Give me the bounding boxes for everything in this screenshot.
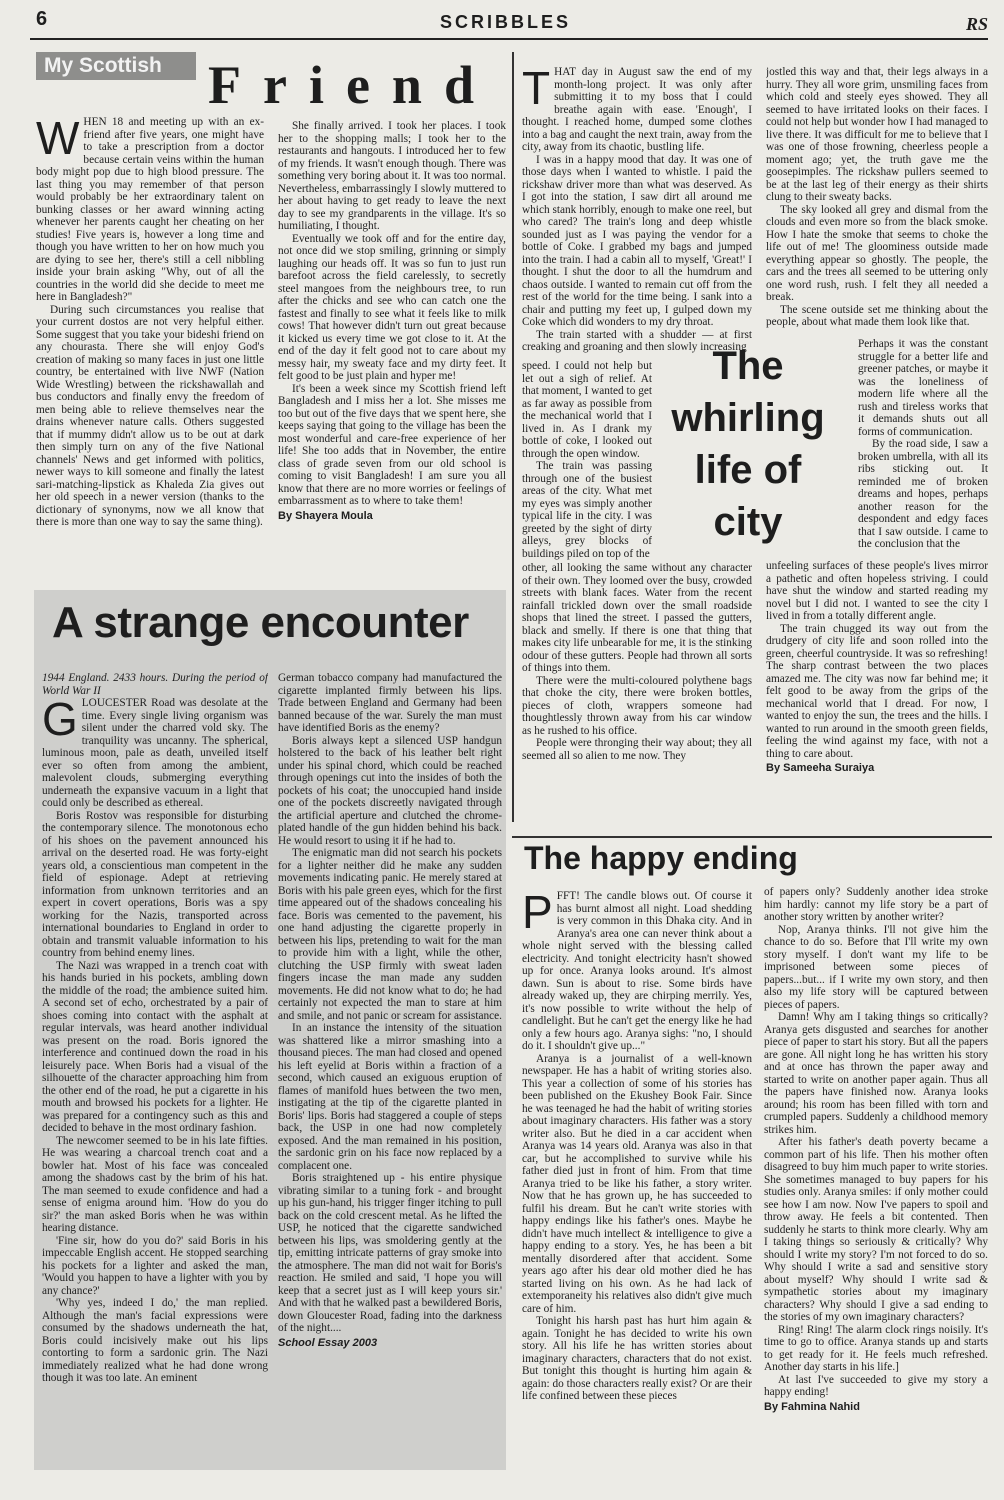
paragraph-text: Nop, Aranya thinks. I'll not give him the chance to do so. Before that I'll write my own story myself. I don't want my life to be imprisoned between some pieces of papers...but... if I write my own story, and then also my life story will be captured between pieces of papers. <box>764 923 988 1011</box>
body-paragraph <box>278 1022 502 1172</box>
paragraph-text: She finally arrived. I took her places. I took her to the shopping malls; I took her to the restaurants and hangouts. I introduced her to few of my friends. It wasn't enough though. There was something very boring about it. It was too normal. Nevertheless, embarrassingly I slowly muttered to her about having to get ready to leave the next day to see my grandparents in the village. It's so humiliating, I thought. <box>278 120 506 232</box>
paragraph-text: The train started with a shudder — at first creaking and groaning and then slowly increasing <box>522 328 752 353</box>
drop-cap: G <box>42 693 78 745</box>
body-paragraph <box>278 1172 502 1335</box>
body-paragraph <box>278 120 506 233</box>
body-paragraph <box>522 329 752 354</box>
paragraph-text: unfeeling surfaces of these people's lives mirror a pathetic and often hopeless striving. I could have shut the window and started reading my novel but I did not. I wanted to see the city I lived in from a totally different angle. <box>766 560 988 622</box>
friend-headline: Friend <box>208 55 496 115</box>
whirling-column-1 <box>522 66 752 358</box>
body-paragraph <box>764 1136 988 1324</box>
body-paragraph <box>522 360 652 460</box>
happy-headline: The happy ending <box>524 840 798 876</box>
body-paragraph <box>36 304 264 529</box>
whirling-title-line: The <box>712 344 784 388</box>
strange-headline: A strange encounter <box>52 598 469 647</box>
paragraph-text: Boris straightened up - his entire physique vibrating similar to a tuning fork - and brought up his gun-hand, his trigger finger itching to pull back on the cold crescent metal. As he lifted the USP, he noticed that the cigarette sandwiched between his lips, was smoldering gently at the tip, emitting intricate patterns of gray smoke into the atmosphere. The man did not wait for Boris's reaction. He smiled and said, 'I hope you will keep that a secret just as I will keep yours sir.' And with that he walked past a bewildered Boris, down Gloucester Road, fading into the darkness of the night.... <box>278 1172 502 1334</box>
body-paragraph <box>858 338 988 438</box>
body-paragraph <box>764 924 988 1012</box>
body-paragraph <box>522 675 752 738</box>
paragraph-text: After his father's death poverty became a common part of his life. Then his mother often disagreed to buy him much paper to write stories. She sometimes managed to buy papers for his studies only. Aranya smiles: if only mother could see how I am now. Now I've papers to spoil and throw away. He feels a bit contented. Then suddenly he starts to think more clearly. Why am I taking things so seriously & critically? Why should I write my story? I'm not forced to do so. Why should I write a sad and sensitive story about myself? Why should I write sad & sympathetic stories about my imaginary characters? Why should I give a sad ending to the stories of my own imaginary characters? <box>764 1136 988 1323</box>
whirling-column-2-wrap <box>858 338 988 558</box>
paragraph-text: Aranya is a journalist of a well-known newspaper. He has a habit of writing stories also. This year a collection of some of his stories has been published on the Ekushey Book Fair. Since he was teenaged he had the habit of writing stories about imaginary characters. His father was a story writer also. But he died in a car accident when Aranya was 14 years old. Aranya was also in that car, but he accomplished to survive while his father died just in front of him. From that time Aranya tried to be like his father, a story writer. Now that he has grown up, he has succeeded to fulfil his dream. But he can't write stories with happy endings like his father's ones. Maybe he didn't have much intellect & intelligence to give a happy ending to a story. Yes, he has been a bit mentally disordered after that accident. Some years ago after his dear old mother died he has started living on his own. As he had lack of extemporaneity his relatives also didn't give much care of him. <box>522 1052 752 1315</box>
byline: By Sameeha Suraiya <box>766 762 875 774</box>
paragraph-text: HEN 18 and meeting up with an ex-friend after five years, one might have to take a prescription from a doctor because certain veins within the human body might pop due to high blood pressure. The last thing you may remember of that person would probably be her extraordinary talent on bunking classes or her award winning acting whenever her parents caught her cheating on her studies! Five years is, however a long time and though you have written to her on how much you are dying to see her, there's still a cell nibbling inside your brain asking "Why, out of all the countries in the world did she decide to meet me here in Bangladesh?" <box>36 116 264 303</box>
strange-column-2 <box>278 672 502 1462</box>
body-paragraph <box>278 383 506 508</box>
body-paragraph <box>522 66 752 154</box>
body-paragraph <box>764 1324 988 1374</box>
whirling-column-2 <box>766 66 988 336</box>
paragraph-text: of papers only? Suddenly another idea stroke him hardly: cannot my life story be a part of another story written by another writer? <box>764 886 988 923</box>
body-paragraph <box>522 562 752 675</box>
paragraph-text: The train was passing through one of the busiest areas of the city. What met my eyes was simply another typical life in the city. I was greeted by the sight of dirty alleys, grey blocks of buildings piled on top of the <box>522 460 652 560</box>
page-number: 6 <box>36 8 48 30</box>
paragraph-text: FFT! The candle blows out. Of course it has burnt almost all night. Load shedding is very common in this Dhaka city. And in Aranya's area one can never think about a whole night served with the blessing called electricity. And tonight electricity hasn't showed up for once. Aranya looks around. It's almost dawn. Sun is about to rise. Some birds have already waked up, they are chirping merrily. Yes, it's now possible to write without the help of candlelight. But he can't get the energy like he had only a few hours ago. Aranya sighs: "no, I should do it. I shouldn't give up..." <box>522 890 752 1052</box>
paragraph-text: The train chugged its way out from the drudgery of city life and soon rolled into the green, cheerful countryside. It was so refreshing! The sharp contrast between the two places amazed me. The city was now far behind me; it felt good to be away from the grips of the mechanical world that I dread. For now, I wanted to enjoy the sun, the trees and the hills. I wanted to run around in the smooth green fields, feeling the wind against my face, with not a thing to care about. <box>766 622 988 760</box>
paragraph-text: The newcomer seemed to be in his late fifties. He was wearing a charcoal trench coat and a bowler hat. Most of his face was concealed among the shadows cast by the brim of his hat. The man seemed to exude confidence and had a sense of enigma around him. 'How do you do sir?' the man asked Boris when he was within hearing distance. <box>42 1134 268 1234</box>
happy-column-1 <box>522 890 752 1480</box>
paragraph-text: In an instance the intensity of the situation was shattered like a mirror smashing into a thousand pieces. The man had closed and opened his left eyelid at Boris within a fraction of a second, which caused an exiguous eruption of flames of manifold hues between the two men, instigating at the tip of the cigarette planted in Boris' lips. Boris had staggered a couple of steps back, the USP in one had now completely exposed. And the man remained in his position, the sardonic grin on his face now replaced by a complacent one. <box>278 1022 502 1172</box>
paragraph-text: 'Why yes, indeed I do,' the man replied. Although the man's facial expressions were consumed by the shadows underneath the hat, Boris could incisively make out his lips contorting to form a sardonic grin. The Nazi immediately realized what he had done wrong though it was too late. An eminent <box>42 1297 268 1384</box>
body-paragraph <box>522 890 752 1053</box>
body-paragraph <box>766 304 988 329</box>
friend-column-2 <box>278 120 506 590</box>
body-paragraph <box>764 886 988 924</box>
paragraph-text: Ring! Ring! The alarm clock rings noisily. It's time to go to office. Aranya stands up and starts to get ready for it. He feels much refreshed. Another day starts in his life.] <box>764 1323 988 1373</box>
whirling-headline <box>648 340 848 548</box>
whirling-column-1-wrap <box>522 360 652 560</box>
paragraph-text: Perhaps it was the constant struggle for a better life and greener patches, or maybe it was the loneliness of modern life where all the rush and tireless works that it demands shuts out all forms of communication. <box>858 338 988 438</box>
paragraph-text: German tobacco company had manufactured the cigarette implanted firmly between his lips. Trade between England and Germany had been banned because of the war. Surely the man must have identified Boris as the enemy? <box>278 672 502 734</box>
section-divider <box>512 836 992 838</box>
paragraph-text: It's been a week since my Scottish friend left Bangladesh and I miss her a lot. She misses me too but out of the five days that we spent here, she keeps saying that going to the village has been the most wonderful and care-free experience of her life! She too adds that in November, the entire class of grade seven from our old school is coming to visit Bangladesh! I am sure you all know that there are no more worries or feelings of embarrassment as to where to take them! <box>278 382 506 507</box>
friend-kicker: My Scottish <box>44 54 162 77</box>
body-paragraph <box>278 233 506 383</box>
body-paragraph <box>766 623 988 761</box>
body-paragraph <box>42 693 268 810</box>
paragraph-text: The scene outside set me thinking about the people, about what made them look like that. <box>766 303 988 328</box>
paragraph-text: I was in a happy mood that day. It was one of those days when I wanted to whistle. I paid the rickshaw driver more than what was deserved. As I got into the station, I saw dirt all around me which stank horribly, enough to make one reel, but who cared? The train's long and deep whistle sounded just as I was paying the vendor for a bottle of Coke. I grabbed my bags and jumped into the train. I had a cabin all to myself, 'Great!' I thought. I shut the door to all the humdrum and chaos outside. I wanted to remain cut off from the rest of the world for the time being. I sank into a chair and putting my feet up, I gulped down my Coke which did wonders to my dry throat. <box>522 153 752 328</box>
drop-cap: P <box>522 890 553 938</box>
body-paragraph <box>764 1374 988 1399</box>
whirling-column-2-tail <box>766 560 988 828</box>
body-paragraph <box>766 560 988 623</box>
paragraph-text: There were the multi-coloured polythene bags that choke the city, there were broken bottles, pieces of cloth, wrappers someone had thoughtlessly thrown away from his car window as he rushed to his office. <box>522 674 752 737</box>
body-paragraph <box>278 847 502 1022</box>
paragraph-text: The enigmatic man did not search his pockets for a lighter neither did he make any sudden movements indicating panic. He merely stared at Boris with his pale green eyes, which for the first time appeared out of the shadows concealing his face. Boris was cemented to the pavement, his one hand adjusting the cigarette properly in between his lips, pretending to wait for the man to provide him with a light, while the other, clutching the USP firmly with sweat laden fingers incase the man made any sudden movements. He did not know what to do; he had certainly not expected the man to stare at him and smile, and not panic or scream for assistance. <box>278 847 502 1022</box>
column-divider <box>512 52 514 822</box>
body-paragraph <box>522 154 752 329</box>
paragraph-text: Damn! Why am I taking things so critically? Aranya gets disgusted and searches for another piece of paper to start his story. But all the papers are gone. All night long he has written his story and at once has thrown the paper away and started to write on another paper again. Thus all the papers have finished now. Aranya looks around; his room has been filled with torn and crumpled papers. Suddenly a childhood memory strikes him. <box>764 1011 988 1136</box>
happy-column-2 <box>764 886 988 1480</box>
byline: By Shayera Moula <box>278 509 373 522</box>
strange-intro: 1944 England. 2433 hours. During the period of World War II <box>42 672 268 697</box>
paragraph-text: 'Fine sir, how do you do?' said Boris in his impeccable English accent. He stopped searching his pockets for a lighter and asked the man, 'Would you happen to have a lighter with you by any chance?' <box>42 1234 268 1297</box>
body-paragraph <box>278 735 502 848</box>
body-paragraph <box>278 672 502 735</box>
body-paragraph <box>766 66 988 204</box>
brand-logo: RS <box>966 14 989 34</box>
whirling-title-line: whirling <box>671 396 825 440</box>
body-paragraph <box>42 1235 268 1298</box>
paragraph-text: Tonight his harsh past has hurt him again & again. Tonight he has decided to write his own story. All his life he has written stories about imaginary characters, characters that do not exist. But tonight this thought is hurting him again & again: do those characters really exist? Or are their life confined between these pieces <box>522 1315 752 1402</box>
body-paragraph <box>42 1135 268 1235</box>
drop-cap: W <box>36 116 80 164</box>
paragraph-text: LOUCESTER Road was desolate at the time. Every single living organism was silent under the charred vold sky. The tranquility was uncanny. The spherical, luminous moon, pale as death, unveiled itself ever so often from among the ambient, malevolent clouds, submerging everything underneath the expansive vacuum in a light that could only be described as ethereal. <box>42 697 268 809</box>
paragraph-text: other, all looking the same without any character of their own. They loomed over the busy, crowded streets with blank faces. Water from the recent rainfall trickled down over the small roadside shops that lined the street. I passed the gutters, black and smelly. If there is one that thing that makes city life unbearable for me, it is the stinking odour of these gutters. People had thrown all sorts of things into them. <box>522 562 752 674</box>
byline: By Fahmina Nahid <box>764 1400 860 1413</box>
body-paragraph <box>42 960 268 1135</box>
body-paragraph <box>766 204 988 304</box>
drop-cap: T <box>522 66 551 114</box>
paragraph-text: At last I've succeeded to give my story a happy ending! <box>764 1373 988 1398</box>
paragraph-text: People were thronging their way about; they all seemed all so alien to me now. They <box>522 737 752 762</box>
body-paragraph <box>522 460 652 560</box>
body-paragraph <box>764 1011 988 1136</box>
body-paragraph <box>42 1297 268 1385</box>
whirling-column-1-tail <box>522 562 752 826</box>
body-paragraph <box>522 1315 752 1403</box>
paragraph-text: By the road side, I saw a broken umbrella, with all its ribs sticking out. It reminded me of broken dreams and hopes, perhaps another reason for the despondent and edgy faces that I saw outside. I came to the conclusion that the <box>858 438 988 550</box>
body-paragraph <box>858 438 988 551</box>
paragraph-text: During such circumstances you realise that your current dostos are not very helpful either. Some suggest that you take your bideshi friend on any chourasta. There she will enjoy God's creation of making so many faces in just one little country, be entertained with live NWF (Nation Wide Wrestling) between the rickshawallah and bus conductors and finally envy the freedom of men being able to relieve themselves near the drains whenever nature calls. Others suggested that if mummy didn't allow us to be out at dark then simply turn on any of the five National channels' News and get informed with politics, newer ways to kill someone and finally the latest sari-matching-lipstick as Khaleda Zia gives out her old speech in a newer version (thanks to the dictionary of synonyms, now we all know that there is more than one way to say the same thing). <box>36 303 264 528</box>
header-divider <box>30 38 988 40</box>
body-paragraph <box>522 1053 752 1316</box>
paragraph-text: jostled this way and that, their legs always in a hurry. They all wore grim, unsmiling faces from which cold and steely eyes showed. They all seemed to have irritated looks on their faces. I could not help but wonder how I had managed to live there. It was difficult for me to believe that I was one of those frowning, cheerless people a moment ago; yet, the truth gave me the goosepimples. The rickshaw pullers seemed to be at the last leg of their energy as their shirts clung to their sweaty backs. <box>766 66 988 203</box>
paragraph-text: The Nazi was wrapped in a trench coat with his hands buried in his pockets, ambling down the middle of the road; the ambience suited him. A second set of echo, orchestrated by a pair of shoes coming into contact with the asphalt at regular intervals, was heard another individual was present on the road. Boris ignored the interference and continued down the road in his leisurely pace. When Boris had a visual of the silhouette of the character approaching him from the other end of the road, he put a cigarette in his mouth and browsed his pockets for a lighter. He was prepared for a contingency such as this and decided to behave in the most ordinary fashion. <box>42 959 268 1134</box>
body-paragraph <box>522 737 752 762</box>
paragraph-text: speed. I could not help but let out a sigh of relief. At that moment, I wanted to get as far away as possible from the mechanical world that I lived in. As I drank my bottle of coke, I looked out through the open window. <box>522 360 652 460</box>
section-title: SCRIBBLES <box>440 12 572 32</box>
paragraph-text: The sky looked all grey and dismal from the clouds and even more so from the black smoke. How I hate the smoke that seems to choke the life out of me! The gloominess outside made everything appear so ghostly. The people, the cars and the trees all seemed to be uttering only one word rush, rush. I felt they all needed a break. <box>766 203 988 303</box>
friend-column-1 <box>36 116 264 586</box>
paragraph-text: HAT day in August saw the end of my month-long project. It was only after submitting it to my boss that I could breathe again with ease. 'Enough', I thought. I reached home, dumped some clothes into a bag and caught the next train, away from the city, away from its chaotic, bustling life. <box>522 66 752 153</box>
whirling-title-line: city <box>713 500 783 544</box>
paragraph-text: Eventually we took off and for the entire day, not once did we stop smiling, grinning or simply laughing our heads off. It was so fun to just run barefoot across the field carelessly, to secretly steel mangoes from the neighbours tree, to run after the chicks and see who can catch one the fastest and finally to see what it feels like to milk cows! That however didn't turn out great because it kicked us every time we got close to it. At the end of the day it felt good not to care about my messy hair, my sweaty face and my dirty feet. It felt good to be just plain and hyper me! <box>278 232 506 382</box>
whirling-title-line: life of <box>694 448 802 492</box>
body-paragraph <box>36 116 264 304</box>
strange-column-1 <box>42 672 268 1462</box>
paragraph-text: Boris Rostov was responsible for disturbing the contemporary silence. The monotonous echo of his shoes on the pavement announced his arrival on the deserted road. He was forty-eight years old, a conscientious man competent in the field of espionage. Adept at retrieving information from unknown territories and an expert in covert operations, Boris was a spy working for the Nazis, transported across international boundaries to England in order to obtain and transmit valuable information to his country from behind enemy lines. <box>42 809 268 959</box>
byline: School Essay 2003 <box>278 1336 378 1349</box>
body-paragraph <box>42 810 268 960</box>
paragraph-text: Boris always kept a silenced USP handgun holstered to the back of his leather belt right under his spinal chord, which could be reached through openings cut into the insides of both the pockets of his coat; the unoccupied hand inside one of the pockets discreetly navigated through the artificial aperture and clutched the chrome-plated handle of the gun hidden behind his back. He would resort to using it if he had to. <box>278 734 502 847</box>
